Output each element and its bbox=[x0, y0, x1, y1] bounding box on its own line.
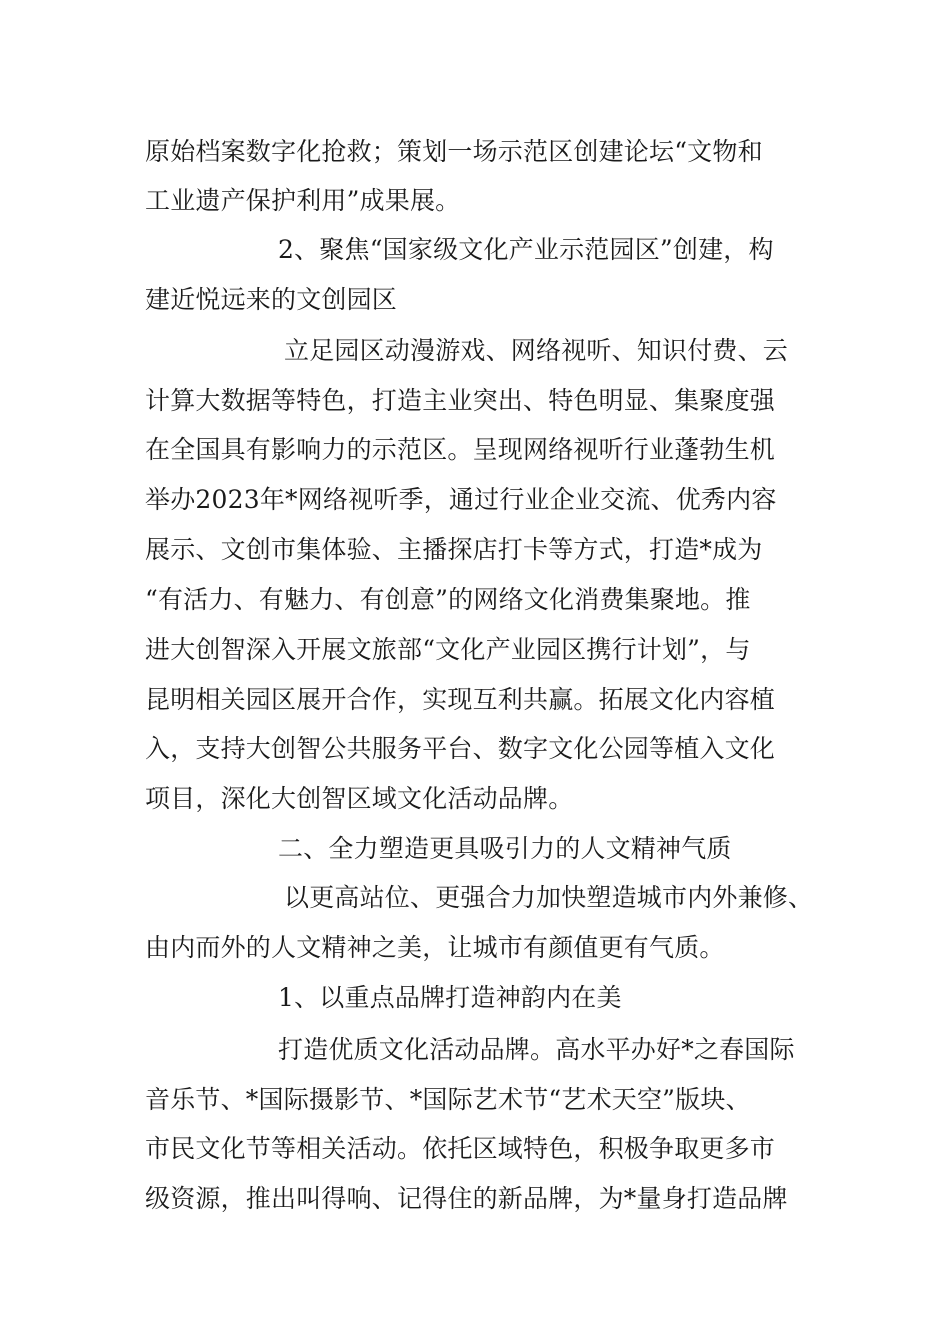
text-line: 计算大数据等特色，打造主业突出、特色明显、集聚度强 bbox=[145, 386, 776, 415]
paragraph-first-line: 以更高站位、更强合力加快塑造城市内外兼修、 bbox=[284, 883, 814, 912]
text-line: 工业遗产保护利用”成果展。 bbox=[145, 186, 461, 215]
section-heading-line: 2、聚焦“国家级文化产业示范园区”创建，构 bbox=[278, 235, 774, 264]
text-line: 进大创智深入开展文旅部“文化产业园区携行计划”，与 bbox=[145, 635, 751, 664]
text-line: 原始档案数字化抢救；策划一场示范区创建论坛“文物和 bbox=[145, 137, 763, 166]
text-line: 展示、文创市集体验、主播探店打卡等方式，打造*成为 bbox=[145, 535, 763, 564]
text-line: 入，支持大创智公共服务平台、数字文化公园等植入文化 bbox=[145, 734, 776, 763]
text-line: 级资源，推出叫得响、记得住的新品牌，为*量身打造品牌 bbox=[145, 1184, 788, 1213]
text-line: 举办2023年*网络视听季，通过行业企业交流、优秀内容 bbox=[145, 485, 777, 514]
paragraph-first-line: 立足园区动漫游戏、网络视听、知识付费、云 bbox=[284, 336, 789, 365]
text-line: 在全国具有影响力的示范区。呈现网络视听行业蓬勃生机 bbox=[145, 435, 776, 464]
section-heading: 二、全力塑造更具吸引力的人文精神气质 bbox=[278, 834, 732, 863]
text-line: 音乐节、*国际摄影节、*国际艺术节“艺术天空”版块、 bbox=[145, 1085, 751, 1114]
paragraph-first-line: 打造优质文化活动品牌。高水平办好*之春国际 bbox=[278, 1035, 795, 1064]
section-heading-line: 建近悦远来的文创园区 bbox=[145, 285, 398, 314]
text-line: 由内而外的人文精神之美，让城市有颜值更有气质。 bbox=[145, 933, 725, 962]
subsection-heading: 1、以重点品牌打造神韵内在美 bbox=[278, 983, 622, 1012]
text-line: 市民文化节等相关活动。依托区域特色，积极争取更多市 bbox=[145, 1134, 776, 1163]
text-line: “有活力、有魅力、有创意”的网络文化消费集聚地。推 bbox=[145, 585, 751, 614]
text-line: 项目，深化大创智区域文化活动品牌。 bbox=[145, 784, 574, 813]
text-line: 昆明相关园区展开合作，实现互利共赢。拓展文化内容植 bbox=[145, 685, 776, 714]
